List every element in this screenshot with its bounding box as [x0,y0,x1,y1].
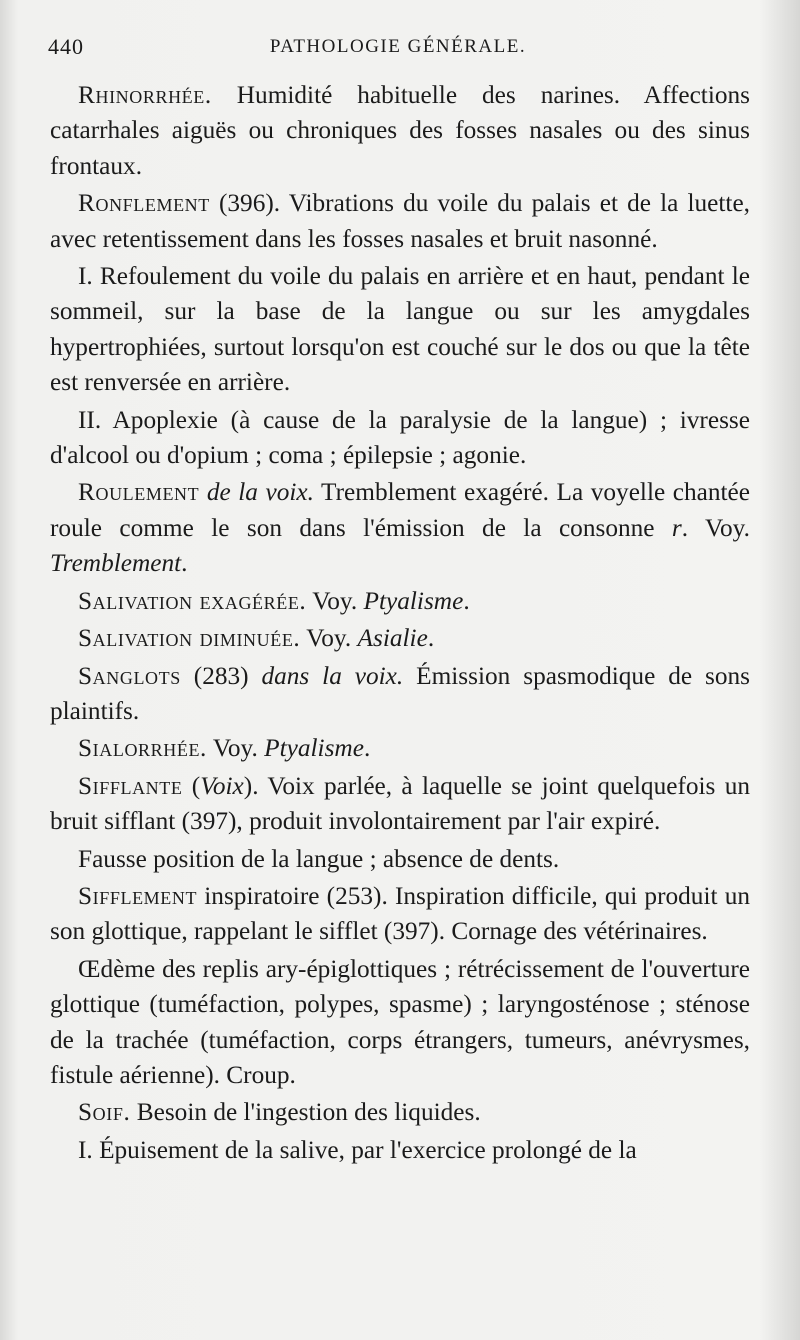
entry-sifflement [50,879,750,950]
entry-head: Soif. [78,1098,131,1127]
paragraph-ronflement-i: I. Refoulement du voile du palais en arrière et en haut, pendant le sommeil, sur la base de la langue ou sur les amygdales hypertrophiées, surtout lorsqu'on est couché sur le dos ou que la tête est renversée en arrière. [50,262,750,397]
entry-text: ( [182,771,201,800]
entry-italic: Asialie [357,624,428,653]
entry-text: . Voy. [681,513,750,542]
entry-head: Salivation diminuée. [78,624,301,653]
entry-text: (283) [180,661,262,690]
entry-italic: Ptyalisme [363,586,464,615]
body-text [50,78,750,1170]
entry-head: Ronflement [78,189,210,218]
entry-text: Humidité habituelle des narines. Affections catarrhales aiguës ou chroniques des fosses nasales ou des sinus frontaux. [50,81,750,180]
entry-italic: r [671,513,682,542]
paragraph-soif-i: I. Épuisement de la salive, par l'exercice prolongé de la [78,1135,637,1164]
entry-head: Sifflante [78,771,183,800]
entry-text: . [363,734,371,763]
entry-text: Tremblement exagéré. La voyelle chantée roule comme le son dans l'émission de la consonne [50,478,750,542]
entry-head: Sifflement [78,881,198,910]
entry-text: . [463,586,470,615]
entry-italic: Ptyalisme [264,734,364,763]
entry-soif [50,1095,750,1130]
entry-head: Sanglots [78,661,181,690]
entry-ronflement [50,186,750,257]
entry-text: Voy. [206,734,265,763]
running-title: PATHOLOGIE GÉNÉRALE. [269,36,527,57]
entry-text: Besoin de l'ingestion des liquides. [130,1098,481,1127]
entry-italic: Tremblement [50,549,182,578]
page-header [48,34,748,64]
entry-text: (396). Vibrations du voile du palais et de la luette, avec retentissement dans les fosses nasales et bruit nasonné. [50,189,750,253]
entry-italic: de la voix. [199,478,314,507]
entry-roulement [50,475,750,581]
entry-sifflante [50,769,750,840]
entry-italic: Voix [200,771,244,800]
entry-head: Roulement [78,478,200,507]
entry-text: . [427,624,435,653]
entry-text: . [181,549,188,578]
entry-text: inspiratoire (253). Inspiration difficile, qui produit un son glottique, rappelant le sifflet (397). Cornage des vétérinaires. [50,881,750,946]
entry-sialorrhee [50,731,750,766]
entry-head: Salivation exagérée. [78,586,307,615]
entry-text: Voy. [306,586,364,615]
entry-text: Émission spasmodique de sons plaintifs. [50,661,750,725]
entry-salivation-diminuee [50,621,750,656]
entry-italic: dans la voix. [261,661,404,690]
entry-salivation-exageree [50,584,750,619]
entry-rhinorrhee [50,78,750,184]
paragraph-ronflement-ii: II. Apoplexie (à cause de la paralysie de la langue) ; ivresse d'alcool ou d'opium ; coma ; épilepsie ; agonie. [50,405,750,470]
page-number: 440 [48,34,84,59]
entry-sanglots [50,659,750,730]
entry-head: Rhinorrhée. [78,81,212,109]
paragraph-sifflante-cause: Fausse position de la langue ; absence de dents. [78,844,560,873]
paragraph-sifflement-causes: Œdème des replis ary-épiglottiques ; rétrécissement de l'ouverture glottique (tuméfaction, polypes, spasme) ; laryngosténose ; sténose de la trachée (tuméfaction, corps étrangers, tumeurs, anévrysmes, fistule aérienne). Croup. [50,954,750,1089]
entry-head: Sialorrhée. [78,734,207,763]
entry-text: Voy. [300,624,358,653]
entry-text: ). Voix parlée, à laquelle se joint quelquefois un bruit sifflant (397), produit involontairement par l'air expiré. [50,771,750,836]
